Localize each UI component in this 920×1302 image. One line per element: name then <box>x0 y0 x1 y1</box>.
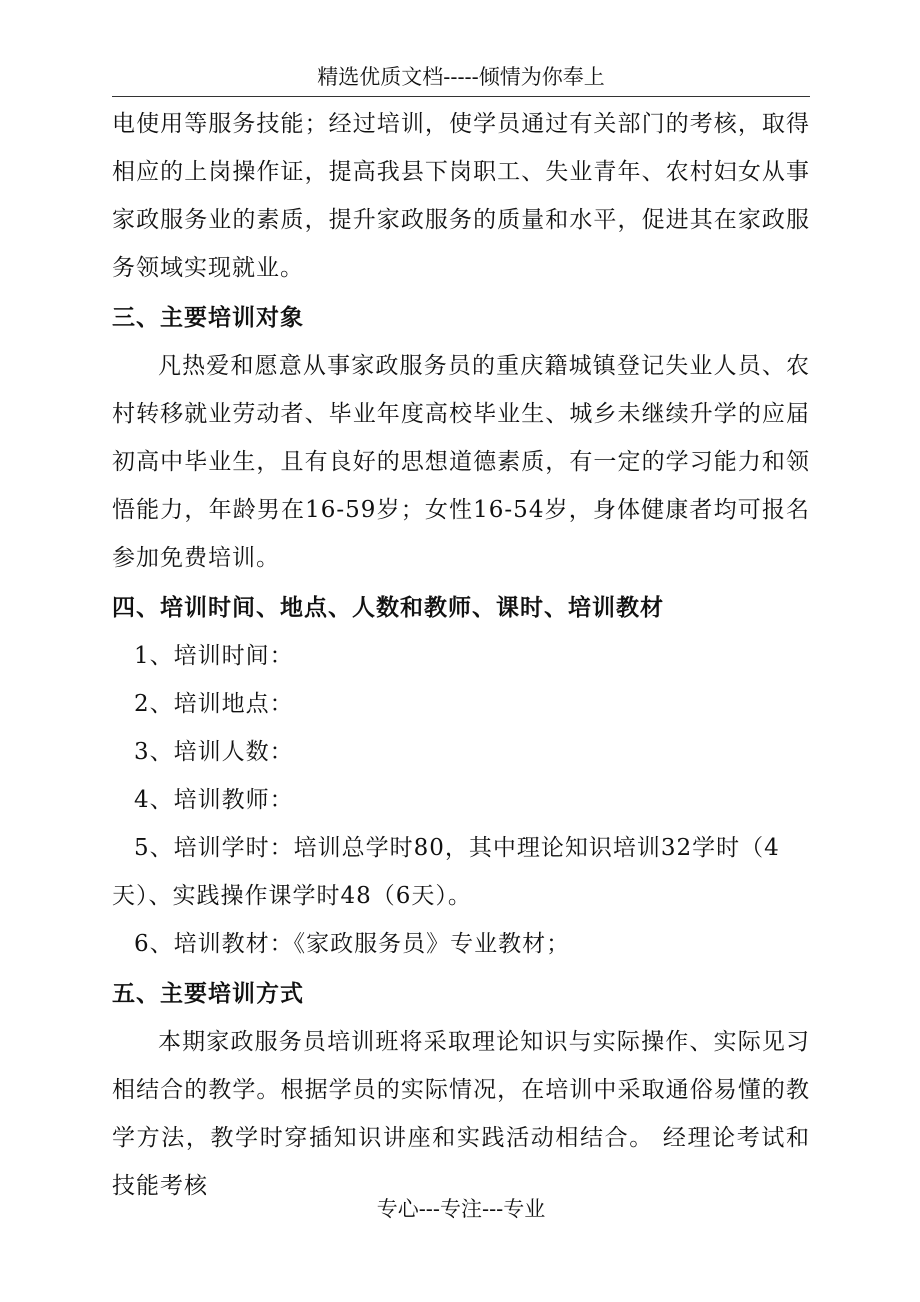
section-3-heading: 三、主要培训对象 <box>112 305 304 331</box>
list-item-training-hours: 5、培训学时：培训总学时80，其中理论知识培训32学时（4天）、实践操作课学时48（6天）。 <box>112 835 780 909</box>
intro-paragraph: 电使用等服务技能；经过培训，使学员通过有关部门的考核，取得相应的上岗操作证，提高我县下岗职工、失业青年、农村妇女从事家政服务业的素质，提升家政服务的质量和水平，促进其在家政服务领域实现就业。 <box>112 111 810 281</box>
list-item-training-count: 3、培训人数： <box>134 739 294 765</box>
list-item-training-location: 2、培训地点： <box>134 691 294 717</box>
section-5-paragraph: 本期家政服务员培训班将采取理论知识与实际操作、实际见习相结合的教学。根据学员的实际情况，在培训中采取通俗易懂的教学方法，教学时穿插知识讲座和实践活动相结合。 经理论考试和技能考核 <box>112 1029 810 1199</box>
section-4-heading: 四、培训时间、地点、人数和教师、课时、培训教材 <box>112 595 664 621</box>
page-footer: 专心---专注---专业 <box>376 1197 546 1221</box>
header-divider <box>112 96 810 97</box>
list-item-training-material: 6、培训教材：《家政服务员》专业教材； <box>134 931 571 957</box>
list-item-training-time: 1、培训时间： <box>134 643 294 669</box>
document-body <box>112 100 810 1210</box>
list-item-training-teacher: 4、培训教师： <box>134 787 294 813</box>
page-header: 精选优质文档-----倾情为你奉上 <box>317 65 605 89</box>
section-5-heading: 五、主要培训方式 <box>112 981 304 1007</box>
section-3-paragraph: 凡热爱和愿意从事家政服务员的重庆籍城镇登记失业人员、农村转移就业劳动者、毕业年度高校毕业生、城乡未继续升学的应届初高中毕业生，且有良好的思想道德素质，有一定的学习能力和领悟能力，年龄男在16-59岁；女性16-54岁，身体健康者均可报名参加免费培训。 <box>112 353 810 571</box>
